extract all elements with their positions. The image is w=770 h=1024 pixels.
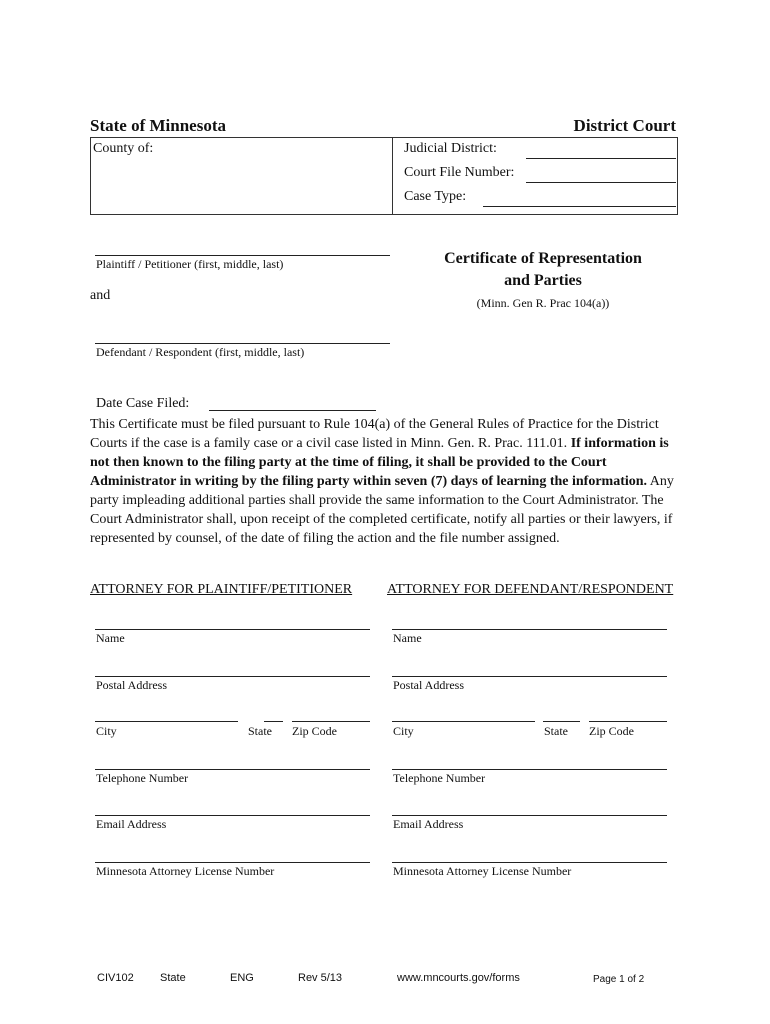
date-filed-label: Date Case Filed: — [96, 396, 190, 411]
defendant-attorney-telephone-field[interactable] — [392, 769, 667, 770]
plaintiff-attorney-zip-label: Zip Code — [292, 724, 337, 738]
plaintiff-attorney-state-field[interactable] — [264, 721, 283, 722]
plaintiff-attorney-name-label: Name — [96, 631, 125, 645]
notice-text-2: Any party impleading additional parties shall provide the same information to the Court Administrator. The Court Administrator shall, upon receipt of the completed certificate, notify all parties or their lawyers, if represented by counsel, of the date of filing the action and the file number assigned. — [90, 474, 674, 546]
state-name: State of Minnesota — [90, 116, 226, 135]
court-file-number-label: Court File Number: — [404, 165, 515, 180]
defendant-attorney-postal-label: Postal Address — [393, 678, 465, 692]
plaintiff-attorney-postal-label: Postal Address — [96, 678, 168, 692]
form-title — [400, 248, 686, 311]
defendant-name-field[interactable] — [95, 343, 390, 344]
plaintiff-name-field[interactable] — [95, 255, 390, 256]
plaintiff-attorney-telephone-field[interactable] — [95, 769, 370, 770]
defendant-attorney-license-field[interactable] — [392, 862, 667, 863]
attorney-plaintiff-heading: ATTORNEY FOR PLAINTIFF/PETITIONER — [90, 582, 353, 597]
defendant-attorney-license-label: Minnesota Attorney License Number — [393, 864, 572, 878]
date-filed-field[interactable] — [209, 410, 376, 411]
defendant-attorney-email-field[interactable] — [392, 815, 667, 816]
case-header-box — [90, 137, 678, 215]
attorney-defendant-heading: ATTORNEY FOR DEFENDANT/RESPONDENT — [387, 582, 674, 597]
defendant-attorney-telephone-label: Telephone Number — [393, 771, 486, 785]
defendant-attorney-name-field[interactable] — [392, 629, 667, 630]
notice-text-1: This Certificate must be filed pursuant to Rule 104(a) of the General Rules of Practice for the District Courts if the case is a family case or a civil case listed in Minn. Gen. R. Prac. 111.01. — [90, 417, 659, 451]
court-name: District Court — [573, 116, 676, 135]
title-citation: (Minn. Gen R. Prac 104(a)) — [476, 296, 610, 310]
plaintiff-attorney-license-label: Minnesota Attorney License Number — [96, 864, 275, 878]
title-line-2: and Parties — [504, 272, 582, 289]
footer-url[interactable]: www.mncourts.gov/forms — [397, 972, 520, 984]
plaintiff-attorney-city-label: City — [96, 724, 117, 738]
plaintiff-attorney-email-label: Email Address — [96, 817, 167, 831]
and-label: and — [90, 288, 111, 303]
judicial-district-label: Judicial District: — [404, 141, 497, 156]
case-type-label: Case Type: — [404, 189, 467, 204]
court-file-number-field[interactable] — [526, 182, 676, 183]
case-type-field[interactable] — [483, 206, 676, 207]
plaintiff-attorney-postal-field[interactable] — [95, 676, 370, 677]
footer-page-number: Page 1 of 2 — [593, 974, 645, 985]
defendant-label: Defendant / Respondent (first, middle, last) — [96, 345, 305, 359]
header-divider — [392, 138, 393, 214]
plaintiff-label: Plaintiff / Petitioner (first, middle, last) — [96, 257, 284, 271]
plaintiff-attorney-name-field[interactable] — [95, 629, 370, 630]
footer-level: State — [160, 972, 186, 984]
defendant-attorney-city-label: City — [393, 724, 414, 738]
notice-paragraph — [90, 415, 682, 548]
footer-revision: Rev 5/13 — [298, 972, 343, 984]
defendant-attorney-name-label: Name — [393, 631, 422, 645]
defendant-attorney-zip-label: Zip Code — [589, 724, 634, 738]
plaintiff-attorney-email-field[interactable] — [95, 815, 370, 816]
plaintiff-attorney-zip-field[interactable] — [292, 721, 370, 722]
footer-language: ENG — [230, 972, 254, 984]
title-line-1: Certificate of Representation — [444, 250, 642, 267]
defendant-attorney-state-field[interactable] — [543, 721, 580, 722]
defendant-attorney-zip-field[interactable] — [589, 721, 667, 722]
defendant-attorney-state-label: State — [544, 724, 568, 738]
defendant-attorney-email-label: Email Address — [393, 817, 464, 831]
judicial-district-field[interactable] — [526, 158, 676, 159]
footer-form-id: CIV102 — [97, 972, 134, 984]
county-label: County of: — [93, 141, 154, 156]
plaintiff-attorney-telephone-label: Telephone Number — [96, 771, 189, 785]
plaintiff-attorney-state-label: State — [248, 724, 272, 738]
notice-bold-text: If information is not then known to the filing party at the time of filing, it shall be provided to the Court Administrator in writing by the filing party within seven (7) days of learning the information. — [90, 436, 669, 489]
defendant-attorney-city-field[interactable] — [392, 721, 535, 722]
defendant-attorney-postal-field[interactable] — [392, 676, 667, 677]
plaintiff-attorney-city-field[interactable] — [95, 721, 238, 722]
plaintiff-attorney-license-field[interactable] — [95, 862, 370, 863]
